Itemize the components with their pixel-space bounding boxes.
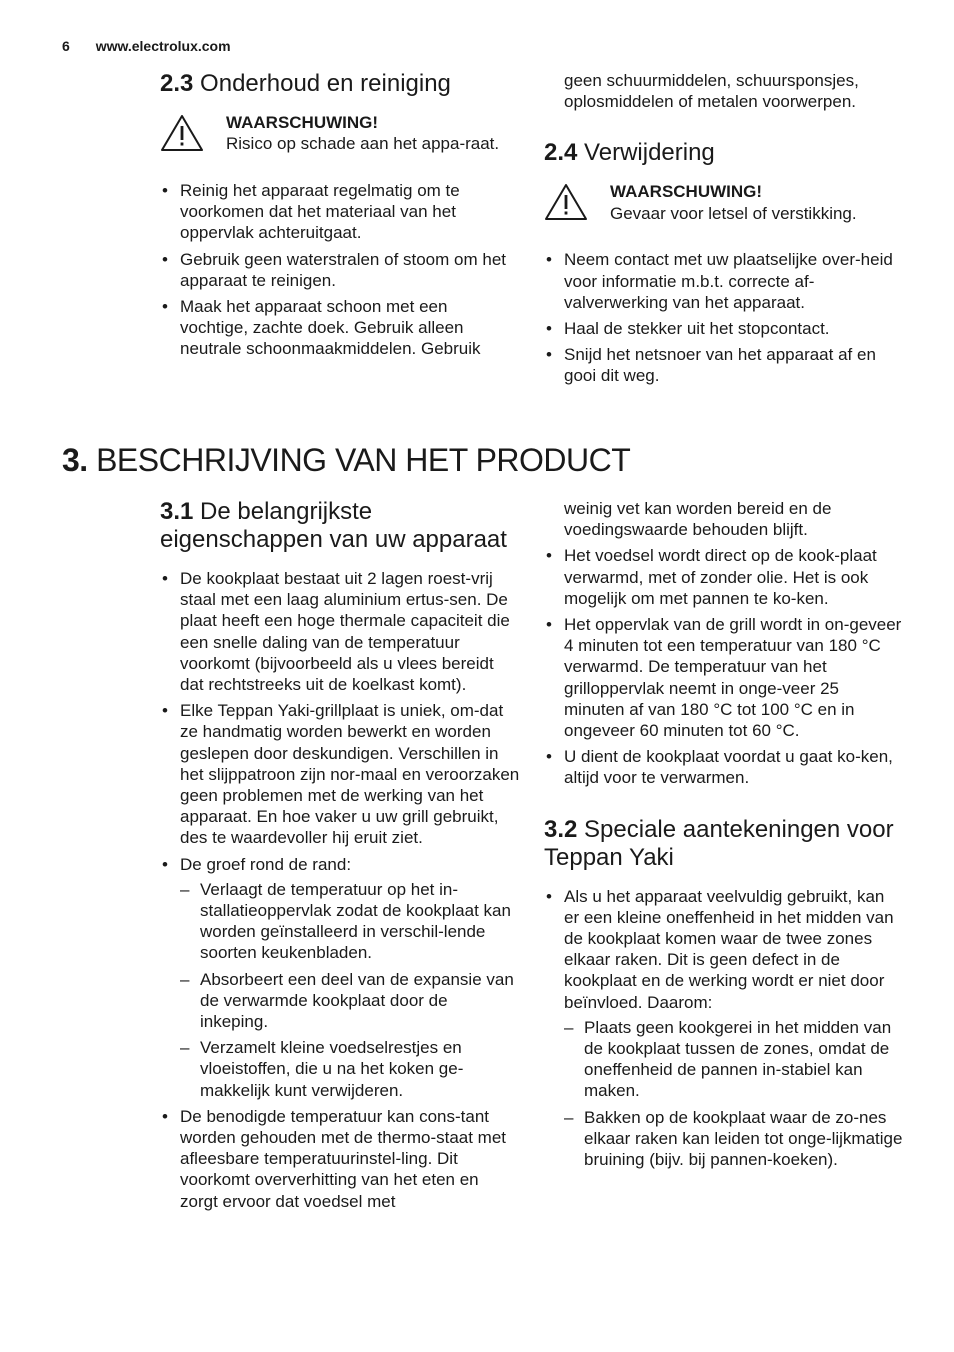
chapter-title: 3. BESCHRIJVING VAN HET PRODUCT (62, 442, 631, 478)
bullet-list (544, 249, 904, 386)
section-title-2-4: 2.4 Verwijdering (544, 139, 715, 167)
warning-triangle-icon (544, 183, 588, 221)
page-number: 6 (62, 38, 70, 54)
warning-block (544, 181, 904, 225)
list-item: • De kookplaat bestaat uit 2 lagen roest-vrij staal met een laag aluminium ertus-sen. De plaat heeft een hoge thermale capaciteit die een snelle daling van de temperatuur voorkomt (bijvoorbeeld als u vlees bereidt dat rechtstreeks uit de koelkast komt). (160, 568, 520, 695)
list-item: • U dient de kookplaat voordat u gaat ko-ken, altijd voor te verwarmen. (544, 746, 904, 788)
sub-list (180, 879, 520, 1101)
list-item: • De benodigde temperatuur kan cons-tant worden gehouden met de thermo-staat met afleesbare temperatuurinstel-ling. Dit voorkomt oververhitting van het eten en zorgt ervoor dat voedsel met (160, 1106, 520, 1212)
section-title-3-1: 3.1 De belangrijkste eigenschappen van uw apparaat (160, 498, 507, 553)
list-continuation: geen schuurmiddelen, schuursponsjes, oplosmiddelen of metalen voorwerpen. (564, 71, 859, 112)
list-item: • Gebruik geen waterstralen of stoom om het apparaat te reinigen. (160, 249, 520, 291)
list-item: • Neem contact met uw plaatselijke over-heid voor informatie m.b.t. correcte af-valverwerking van het apparaat. (544, 249, 904, 313)
list-item: • Als u het apparaat veelvuldig gebruikt, kan er een kleine oneffenheid in het midden van de kookplaat komen waar de twee zones elkaar raken. Dit is geen defect in de kookplaat en de werking wordt er niet door beïnvloed. Daarom: – Plaats geen kookgerei in het midden van de kookplaat tussen de zones, omdat de oneffenheid de pannen in-stabiel kan maken. – Bakken op de kookplaat waar de zo-nes elkaar raken kan leiden tot onge-lijkmatige bruining (bijv. bij pannen-koeken). (544, 886, 904, 1171)
warning-title: WAARSCHUWING! (226, 113, 379, 132)
list-item: • Snijd het netsnoer van het apparaat af en gooi dit weg. (544, 344, 904, 386)
bullet-list (160, 180, 520, 360)
warning-title: WAARSCHUWING! (610, 182, 763, 202)
list-item: • Elke Teppan Yaki-grillplaat is uniek, om-dat ze handmatig worden bewerkt en worden geslepen door deskundigen. Verschillen in het slijppatroon zijn nor-maal en veroorzaken geen problemen met de werking van het apparaat. En hoe vaker u uw grill gebruikt, des te waardevoller hij eruit ziet. (160, 700, 520, 848)
list-item: • Maak het apparaat schoon met een vochtige, zachte doek. Gebruik alleen neutrale schoonmaakmiddelen. Gebruik (160, 296, 520, 360)
section-3-1 (160, 498, 520, 1217)
sub-list-item: – Plaats geen kookgerei in het midden van de kookplaat tussen de zones, omdat de oneffenheid de pannen in-stabiel kan maken. (564, 1017, 904, 1102)
sub-list (564, 1017, 904, 1170)
section-2-4-column (544, 70, 904, 392)
section-title-2-3: 2.3 Onderhoud en reiniging (160, 70, 451, 97)
sub-list-item: – Bakken op de kookplaat waar de zo-nes elkaar raken kan leiden tot onge-lijkmatige bruining (bijv. bij pannen-koeken). (564, 1107, 904, 1171)
sub-list-item: – Absorbeert een deel van de expansie van de verwarmde kookplaat door de inkeping. (180, 969, 520, 1033)
header-url: www.electrolux.com (95, 38, 231, 54)
warning-text: Gevaar voor letsel of verstikking. (610, 203, 857, 223)
sub-list-item: – Verlaagt de temperatuur op het in-stallatieoppervlak zodat de kookplaat kan worden geïnstalleerd in verschil-lende soorten keukenbladen. (180, 879, 520, 964)
warning-triangle-icon (160, 114, 204, 152)
list-item: • Haal de stekker uit het stopcontact. (544, 318, 904, 339)
list-item: • Reinig het apparaat regelmatig om te voorkomen dat het materiaal van het oppervlak achteruitgaat. (160, 180, 520, 244)
page-header (62, 38, 231, 54)
sub-list-item: – Verzamelt kleine voedselrestjes en vloeistoffen, die u na het koken ge-makkelijk kunt verwijderen. (180, 1037, 520, 1101)
section-2-3 (160, 70, 520, 365)
section-3-2-column (544, 498, 904, 1175)
bullet-list (544, 545, 904, 788)
bullet-list (544, 886, 904, 1171)
list-item: • Het oppervlak van de grill wordt in on-geveer 4 minuten tot een temperatuur van 180 °C verwarmd. De temperatuur van het grilloppervlak neemt in onge-veer 25 minuten af van 180 °C tot 100 °C en in ongeveer 60 minuten tot 60 °C. (544, 614, 904, 741)
warning-text: Risico op schade aan het appa-raat. (226, 134, 500, 154)
list-continuation: weinig vet kan worden bereid en de voedingswaarde behouden blijft. (564, 499, 832, 540)
list-item: • De groef rond de rand: – Verlaagt de temperatuur op het in-stallatieoppervlak zodat de kookplaat kan worden geïnstalleerd in verschil-lende soorten keukenbladen. – Absorbeert een deel van de expansie van de verwarmde kookplaat door de inkeping. – Verzamelt kleine voedselrestjes en vloeistoffen, die u na het koken ge-makkelijk kunt verwijderen. (160, 854, 520, 1101)
section-title-3-2: 3.2 Speciale aantekeningen voor Teppan Yaki (544, 815, 894, 871)
warning-block (160, 112, 520, 156)
list-item: • Het voedsel wordt direct op de kook-plaat verwarmd, met of zonder olie. Het is ook mogelijk om met pannen te ko-ken. (544, 545, 904, 609)
bullet-list (160, 568, 520, 1212)
